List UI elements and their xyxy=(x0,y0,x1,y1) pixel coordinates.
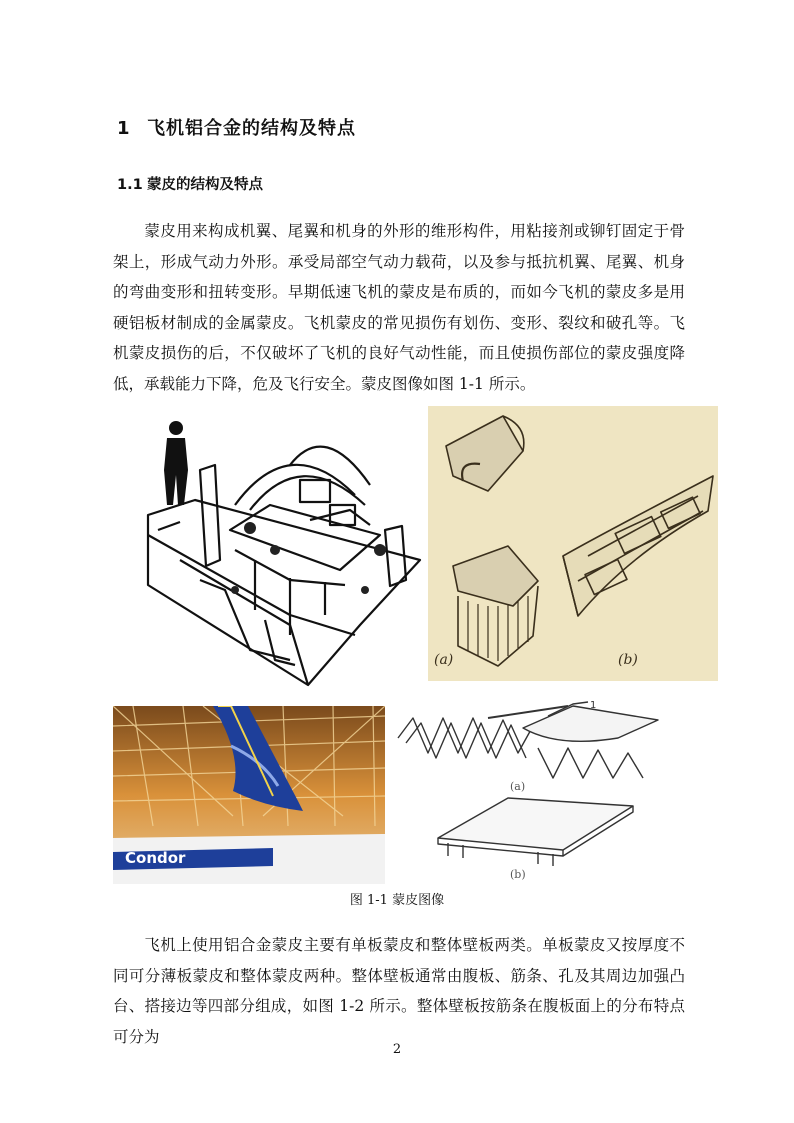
figure-panel-skin-sketches xyxy=(428,406,718,681)
figure-panel-jig-drawing xyxy=(140,410,430,695)
paragraph-2-text: 飞机上使用铝合金蒙皮主要有单板蒙皮和整体壁板两类。单板蒙皮又按厚度不同可分薄板蒙皮和整体蒙皮两种。整体壁板通常由腹板、筋条、孔及其周边加强凸台、搭接边等四部分组成，如图 1-2 所示。整体壁板按筋条在腹板面上的分布特点可分为 xyxy=(113,936,685,1046)
condor-logo-text: Condor xyxy=(125,849,186,867)
section-number: 1 xyxy=(117,118,131,139)
subsection-title: 蒙皮的结构及特点 xyxy=(147,177,263,193)
panel-b-label-a: (a) xyxy=(434,652,454,668)
page-number: 2 xyxy=(392,1042,402,1057)
panel-d-label-b: (b) xyxy=(510,868,526,881)
paragraph-1-text: 蒙皮用来构成机翼、尾翼和机身的外形的维形构件，用粘接剂或铆钉固定于骨架上，形成气动力外形。承受局部空气动力载荷，以及参与抵抗机翼、尾翼、机身的弯曲变形和扭转变形。早期低速飞机的蒙皮是布质的，而如今飞机的蒙皮多是用硬铝板材制成的金属蒙皮。飞机蒙皮的常见损伤有划伤、变形、裂纹和破孔等。飞机蒙皮损伤的后，不仅破坏了飞机的良好气动性能，而且使损伤部位的蒙皮强度降低，承载能力下降，危及飞行安全。蒙皮图像如图 1-1 所示。 xyxy=(113,222,685,393)
panel-d-label-a: (a) xyxy=(510,780,526,793)
subsection-heading xyxy=(117,173,263,194)
paragraph-1 xyxy=(113,216,685,399)
figure-panel-hangar-photo xyxy=(113,706,385,884)
paragraph-2 xyxy=(113,930,685,1052)
figure-panel-panel-drawings xyxy=(388,698,663,884)
section-title: 飞机铝合金的结构及特点 xyxy=(147,118,356,139)
subsection-number: 1.1 xyxy=(117,177,143,193)
panel-d-callout: 1 xyxy=(590,700,597,711)
panel-b-label-b: (b) xyxy=(618,652,638,668)
figure-caption: 图 1-1 蒙皮图像 xyxy=(349,893,445,908)
section-heading xyxy=(117,114,356,140)
